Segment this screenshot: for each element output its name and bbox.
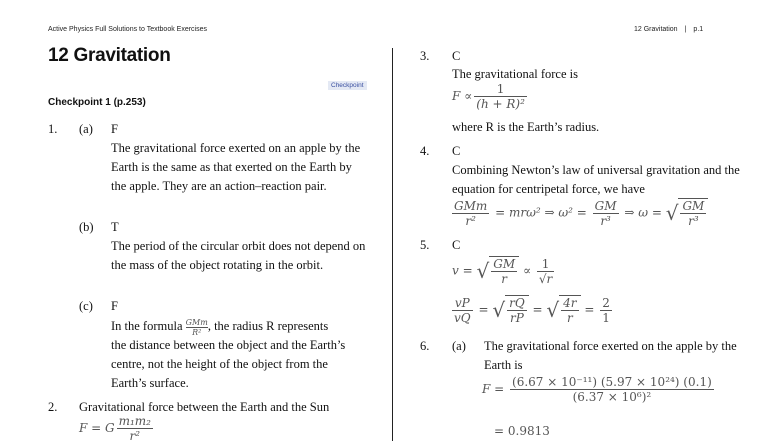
fraction-numerator: GM — [594, 198, 617, 213]
fraction-denominator: r² — [452, 213, 489, 228]
column-divider — [392, 48, 393, 441]
formula — [450, 198, 708, 228]
formula-line — [111, 317, 328, 337]
answer: C — [452, 49, 461, 63]
square-root: √ $\frac{GM}{r}$ — [476, 256, 519, 286]
part-label: (a) — [79, 122, 93, 136]
fraction-numerator: GMm — [454, 198, 488, 213]
question-number: 3. — [420, 49, 430, 63]
fraction-numerator: GMm — [185, 317, 208, 327]
fraction-numerator: rQ — [509, 296, 525, 310]
answer: F — [111, 122, 118, 136]
fraction-denominator: vQ — [454, 310, 471, 325]
formula-middle: = mrω² ⇒ ω² = — [495, 205, 587, 220]
question-number: 4. — [420, 144, 430, 158]
question-number: 1. — [48, 122, 58, 136]
fraction-denominator: (6.37 × 10⁶)² — [510, 389, 714, 404]
fraction — [593, 199, 619, 228]
section-heading: Checkpoint 1 (p.253) — [48, 97, 146, 108]
fraction — [510, 375, 714, 404]
fraction — [561, 296, 578, 325]
explanation-text: Combining Newton’s law of universal gravitation and the equation for centripetal force, we have — [452, 163, 740, 196]
formula-middle: ⇒ ω = — [624, 205, 662, 220]
explanation-text: the distance between the object and the Earth’s centre, not the height of the object from the Earth’s surface. — [111, 338, 346, 390]
fraction-denominator: √r — [538, 271, 553, 286]
fraction — [680, 199, 706, 228]
fraction-numerator: GM — [682, 199, 705, 213]
formula-left: v = — [452, 263, 473, 278]
formula-middle: ∝ — [522, 263, 532, 278]
formula — [482, 375, 716, 404]
fraction-denominator: rP — [507, 310, 527, 325]
explanation-text: The gravitational force is — [452, 67, 578, 81]
fraction-denominator: r² — [117, 428, 153, 443]
fraction-numerator: 4r — [563, 296, 577, 310]
fraction — [452, 199, 489, 228]
answer: C — [452, 238, 461, 252]
running-header: Active Physics Full Solutions to Textbook Exercises — [48, 26, 207, 33]
fraction — [507, 296, 527, 325]
chapter-title: 12 Gravitation — [48, 45, 171, 66]
fraction-denominator: r³ — [680, 213, 706, 228]
fraction-numerator: m₁m₂ — [118, 414, 151, 428]
formula-left: F = — [482, 382, 505, 396]
explanation-text: where R is the Earth’s radius. — [452, 120, 600, 134]
fraction — [474, 82, 527, 111]
part-label: (a) — [452, 339, 466, 353]
formula-left: F ∝ — [452, 89, 473, 103]
square-root: √ $\frac{4r}{r}$ — [546, 295, 580, 325]
fraction-denominator: 1 — [602, 310, 610, 325]
question-text: Gravitational force between the Earth and the Sun — [79, 400, 330, 414]
fraction-numerator: 1 — [541, 256, 550, 271]
header-separator: | — [684, 26, 687, 33]
answer: C — [452, 144, 461, 158]
explanation-text: , the radius R represents — [207, 319, 329, 333]
explanation-text: The period of the circular orbit does not depend on the mass of the object rotating in the orbit. — [111, 239, 366, 272]
fraction-numerator: (6.67 × 10⁻¹¹) (5.97 × 10²⁴) (0.1) — [512, 375, 712, 389]
question-number: 6. — [420, 339, 430, 353]
question-number: 2. — [48, 400, 58, 414]
checkpoint-tag[interactable]: Checkpoint — [328, 81, 367, 90]
question-number: 5. — [420, 238, 430, 252]
fraction-numerator: GM — [493, 257, 516, 271]
equals-sign: = — [532, 302, 543, 317]
square-root: √ $\frac{GM}{\text{r³}}$ — [666, 198, 709, 228]
answer: T — [111, 220, 119, 234]
answer: F — [111, 299, 118, 313]
part-label: (b) — [79, 220, 94, 234]
equals-sign: = — [478, 302, 489, 317]
fraction-numerator: 1 — [496, 82, 505, 96]
explanation-text: In the formula — [111, 319, 183, 333]
fraction-denominator: R² — [186, 327, 208, 337]
fraction-denominator: r — [491, 271, 517, 286]
fraction-denominator: r³ — [593, 213, 619, 228]
fraction-denominator: (h + R)² — [476, 97, 525, 111]
explanation-text: The gravitational force exerted on the apple by the Earth is — [484, 339, 737, 372]
fraction — [537, 257, 554, 286]
page-number: p.1 — [693, 26, 704, 33]
equals-sign: = — [584, 302, 595, 317]
explanation-text: The gravitational force exerted on an apple by the Earth is the same as that exerted on the Earth by the apple. They are an action–reaction pair. — [111, 141, 361, 193]
part-label: (c) — [79, 299, 93, 313]
formula — [452, 82, 529, 111]
chapter-label: 12 Gravitation — [634, 26, 678, 33]
fraction — [491, 257, 517, 286]
inline-fraction — [186, 318, 208, 337]
result: = 0.9813 — [494, 424, 550, 438]
fraction — [117, 414, 153, 443]
formula — [450, 295, 614, 325]
formula-left: F = G — [79, 421, 115, 435]
square-root: √ $\frac{rQ}{rP}$ — [492, 295, 528, 325]
formula — [452, 256, 556, 286]
fraction-denominator: r — [561, 310, 578, 325]
page-header — [634, 26, 703, 33]
fraction — [452, 296, 473, 325]
fraction — [600, 296, 612, 325]
formula — [79, 414, 155, 443]
fraction-numerator: vP — [454, 295, 470, 310]
fraction-numerator: 2 — [602, 295, 610, 310]
